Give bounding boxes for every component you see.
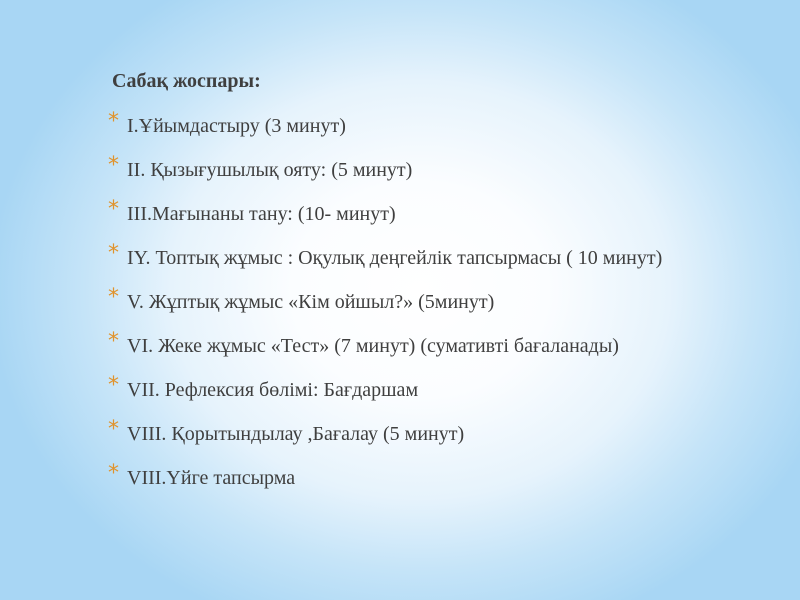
list-item bbox=[106, 417, 666, 448]
list-item-text: II. Қызығушылық ояту: (5 минут) bbox=[127, 159, 413, 181]
list-item bbox=[106, 461, 666, 492]
asterisk-bullet-icon: * bbox=[108, 285, 119, 310]
list-item-text: V. Жұптық жұмыс «Кім ойшыл?» (5минут) bbox=[127, 291, 495, 313]
list-item bbox=[106, 197, 666, 228]
list-item-text: VIII. Қорытындылау ,Бағалау (5 минут) bbox=[127, 423, 465, 445]
lesson-plan-list bbox=[106, 109, 666, 508]
list-item-text: III.Мағынаны тану: (10- минут) bbox=[127, 203, 396, 225]
asterisk-bullet-icon: * bbox=[108, 153, 119, 178]
list-item bbox=[106, 373, 666, 404]
asterisk-bullet-icon: * bbox=[108, 417, 119, 442]
list-item-text: IY. Топтық жұмыс : Оқулық деңгейлік тапсырмасы ( 10 минут) bbox=[127, 247, 663, 269]
list-item-text: VI. Жеке жұмыс «Тест» (7 минут) (сумативті бағаланады) bbox=[127, 335, 619, 357]
asterisk-bullet-icon: * bbox=[108, 329, 119, 354]
list-item-text: VIII.Үйге тапсырма bbox=[127, 467, 296, 489]
asterisk-bullet-icon: * bbox=[108, 241, 119, 266]
asterisk-bullet-icon: * bbox=[108, 197, 119, 222]
list-item bbox=[106, 109, 666, 140]
asterisk-bullet-icon: * bbox=[108, 373, 119, 398]
list-item-text: I.Ұйымдастыру (3 минут) bbox=[127, 115, 346, 137]
list-item bbox=[106, 285, 666, 316]
asterisk-bullet-icon: * bbox=[108, 461, 119, 486]
asterisk-bullet-icon: * bbox=[108, 109, 119, 134]
list-item-text: VII. Рефлексия бөлімі: Бағдаршам bbox=[127, 379, 419, 401]
slide-title: Сабақ жоспары: bbox=[112, 70, 261, 92]
list-item bbox=[106, 329, 666, 360]
list-item bbox=[106, 241, 666, 272]
list-item bbox=[106, 153, 666, 184]
